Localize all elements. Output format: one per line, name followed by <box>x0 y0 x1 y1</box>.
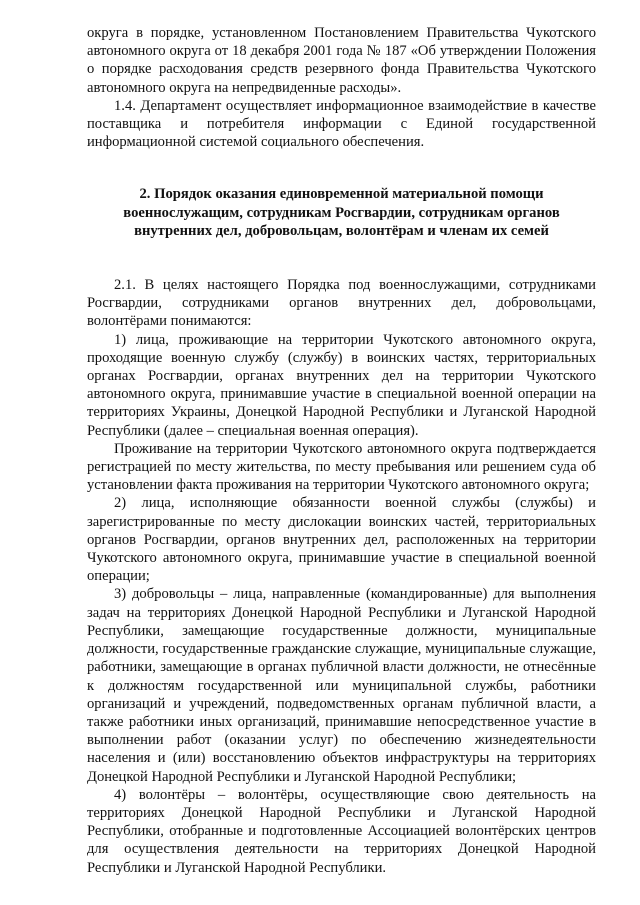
sub-item-2: 2) лица, исполняющие обязанности военной службы (службы) и зарегистрированные по месту дислокации воинских частей, территориальных органов Росгвардии, органов внутренних дел, расположенных на территории Чукотского автономного округа, принимавшие участие в специальной военной операции; <box>87 495 596 585</box>
item-1-4: 1.4. Департамент осуществляет информационное взаимодействие в качестве поставщика и потребителя информации с Единой государственной информационной системой социального обеспечения. <box>87 97 596 151</box>
intro-continuation: округа в порядке, установленном Постановлением Правительства Чукотского автономного округа от 18 декабря 2001 года № 187 «Об утверждении Положения о порядке расходования средств резервного фонда Правительства Чукотского автономного округа на непредвиденные расходы». <box>87 25 596 96</box>
section-heading-block <box>87 185 596 240</box>
sub-item-4: 4) волонтёры – волонтёры, осуществляющие свою деятельность на территориях Донецкой Народной Республики и Луганской Народной Республики, отобранные и подготовленные Ассоциацией волонтёрских центров для осуществления деятельности на территориях Донецкой Народной Республики и Луганской Народной Республики. <box>87 786 596 876</box>
residence-note: Проживание на территории Чукотского автономного округа подтверждается регистрацией по месту жительства, по месту пребывания или решением суда об установлении факта проживания на территории Чукотского автономного округа; <box>87 440 596 494</box>
item-2-1: 2.1. В целях настоящего Порядка под военнослужащими, сотрудниками Росгвардии, сотрудниками органов внутренних дел, добровольцами, волонтёрами понимаются: <box>87 277 596 330</box>
sub-item-3: 3) добровольцы – лица, направленные (командированные) для выполнения задач на территориях Донецкой Народной Республики и Луганской Народной Республики, замещающие государственные должности, муниципальные должности, государственные гражданские служащие, муниципальные служащие, работники, замещающие в органах публичной власти должности, не отнесённые к должностям государственной или муниципальной службы, работники организаций и учреждений, подведомственных органам публичной власти, а также работники иных организаций, принимавшие непосредственное участие в выполнении работ (оказании услуг) по обеспечению жизнедеятельности населения и (или) восстановлению объектов инфраструктуры на территориях Донецкой Народной Республики и Луганской Народной Республики; <box>87 586 596 785</box>
section-heading: 2. Порядок оказания единовременной материальной помощи военнослужащим, сотрудникам Росгвардии, сотрудникам органов внутренних дел, добровольцам, волонтёрам и членам их семей <box>123 186 560 239</box>
sub-item-1: 1) лица, проживающие на территории Чукотского автономного округа, проходящие военную службу (службу) в воинских частях, территориальных органах Росгвардии, органах внутренних дел на территории Чукотского автономного округа, принимавшие участие в специальной военной операции на территориях Украины, Донецкой Народной Республики и Луганской Народной Республики (далее – специальная военная операция). <box>87 331 596 439</box>
